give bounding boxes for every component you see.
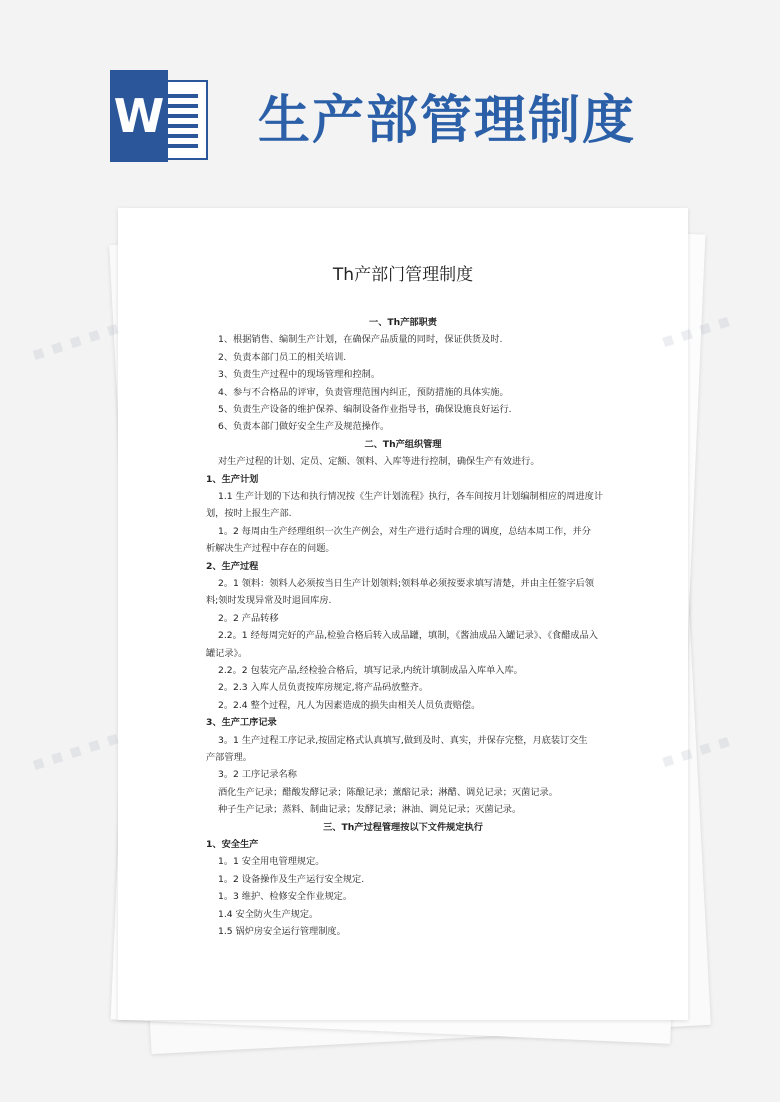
page-title: 生产部管理制度 — [258, 90, 637, 151]
document-line: 2。2.4 整个过程，凡人为因素造成的损失由相关人员负责赔偿。 — [218, 699, 481, 711]
document-line: 2。1 领料：领料人必须按当日生产计划领料;领料单必须按要求填写清楚，并由主任签字后领 — [218, 578, 595, 589]
document-line: 种子生产记录；蒸料、制曲记录；发酵记录；淋油、调兑记录；灭菌记录。 — [218, 804, 522, 816]
document-line: 划，按时上报生产部. — [206, 508, 292, 520]
document-line: 二、Th产组织管理 — [364, 438, 442, 450]
document-line: 2.2。1 经每周完好的产品,检验合格后转入成品罐，填制，《酱油成品入罐记录》、《食醋成品入 — [218, 630, 598, 642]
document-line: 1。2 每周由生产经理组织一次生产例会，对生产进行适时合理的调度，总结本周工作，并分 — [218, 525, 591, 537]
page-header — [0, 0, 780, 200]
document-line: 1、安全生产 — [206, 839, 259, 850]
watermark: ▪ ▪ — [695, 309, 734, 341]
document-line: 对生产过程的计划、定员、定额、领料、入库等进行控制，确保生产有效进行。 — [218, 456, 540, 468]
watermark: ▪ ▪ ▪ ▪ ▪ — [28, 726, 123, 776]
word-letter-badge: W — [110, 70, 168, 162]
watermark: ▪ ▪ ▪ ▪ ▪ — [28, 316, 123, 366]
document-line: 一、Th产部职责 — [369, 317, 437, 328]
document-line: 1.5 锅炉房安全运行管理制度。 — [218, 926, 346, 937]
document-line: 1。2 设备操作及生产运行安全规定. — [218, 873, 365, 885]
document-line: 1。1 安全用电管理规定。 — [218, 856, 325, 868]
word-app-icon — [110, 70, 208, 162]
document-line: 3。1 生产过程工序记录,按固定格式认真填写,做到及时、真实，并保存完整，月底装订交生 — [218, 734, 588, 746]
document-page — [118, 208, 688, 1020]
document-title: Th产部门管理制度 — [332, 265, 474, 285]
document-line: 三、Th产过程管理按以下文件规定执行 — [323, 821, 483, 833]
document-line: 1.1 生产计划的下达和执行情况按《生产计划流程》执行，各车间按月计划编制相应的周进度计 — [218, 491, 604, 502]
document-line: 3、生产工序记录 — [206, 717, 277, 729]
document-line: 1.4 安全防火生产规定。 — [218, 908, 319, 920]
document-line: 料;领时发现异常及时退回库房. — [206, 595, 332, 607]
document-line: 1、根据销售、编制生产计划，在确保产品质量的同时，保证供货及时. — [218, 334, 503, 346]
document-line: 5、负责生产设备的维护保养、编制设备作业指导书，确保设施良好运行. — [218, 404, 512, 415]
document-line: 3、负责生产过程中的现场管理和控制。 — [218, 369, 381, 381]
document-line: 2。2 产品转移 — [218, 612, 279, 624]
document-line: 析解决生产过程中存在的问题。 — [206, 543, 335, 555]
document-line: 4、参与不合格品的评审，负责管理范围内纠正，预防措施的具体实施。 — [218, 386, 509, 398]
document-line: 酒化生产记录；醋酸发酵记录；陈酿记录；薰醅记录；淋醋、调兑记录；灭菌记录。 — [218, 786, 558, 798]
document-line: 罐记录》。 — [206, 647, 248, 659]
document-line: 2。2.3 入库人员负责按库房规定,将产品码放整齐。 — [218, 682, 429, 694]
document-line: 2、负责本部门员工的相关培训. — [218, 351, 347, 363]
document-line: 产部管理。 — [206, 752, 252, 763]
document-line: 3。2 工序记录名称 — [218, 769, 297, 781]
document-line: 2.2。2 包装完产品,经检验合格后，填写记录,内统计填制成品入库单入库。 — [218, 665, 523, 676]
document-line: 1、生产计划 — [206, 473, 259, 485]
watermark: ▪ ▪ — [695, 729, 734, 761]
document-line: 6、负责本部门做好安全生产及规范操作。 — [218, 421, 390, 433]
document-line: 2、生产过程 — [206, 560, 259, 572]
document-line: 1。3 维护、检修安全作业规定。 — [218, 891, 353, 903]
